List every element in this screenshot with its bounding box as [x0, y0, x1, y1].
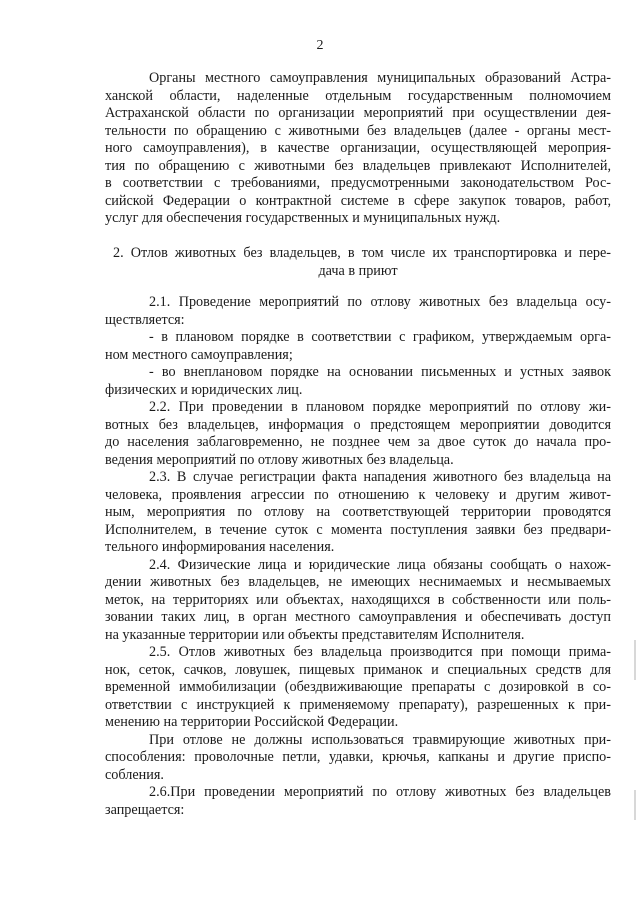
text-line: ведения мероприятий по отлову животных без владельца. [105, 451, 454, 468]
section-heading [105, 244, 611, 280]
text-line: в соответствии с требованиями, предусмотренными законодательством Рос- [105, 175, 611, 191]
text-line: до населения заблаговременно, не позднее чем за двое суток до начала про- [105, 434, 611, 450]
text-line: Органы местного самоуправления муниципальных образований Астра- [149, 70, 611, 86]
clause-2-4: 2.4. Физические лица и юридические лица обязаны сообщать о нахож- [149, 556, 611, 573]
clause-2-3: 2.3. В случае регистрации факта нападения животного без владельца на [149, 469, 611, 485]
text-line: тельности по обращению с животными без владельцев (далее - органы мест- [105, 122, 611, 139]
text-line: человека, проявления агрессии по отношению к человеку и другим живот- [105, 486, 611, 503]
text-line: ного самоуправления), в качестве организации, осуществляющей мероприя- [105, 140, 611, 156]
text-line: тия по обращению с животными без владельцев привлекают Исполнителей, [105, 157, 611, 174]
heading-line: дача в приют [318, 263, 398, 279]
text-line: способления: проволочные петли, удавки, крючья, капканы и другие приспо- [105, 749, 611, 765]
list-item: - во внеплановом порядке на основании письменных и устных заявок [149, 364, 611, 380]
clause-2-1: 2.1. Проведение мероприятий по отлову животных без владельца осу- [149, 294, 611, 310]
text-line: ществляется: [105, 311, 185, 328]
clause-2-5: 2.5. Отлов животных без владельца производится при помощи прима- [149, 644, 611, 660]
text-line: ным, мероприятия по отлову на соответствующей территории проводятся [105, 504, 611, 520]
text-line: сийской Федерации о контрактной системе в сфере закупок товаров, работ, [105, 192, 611, 209]
text-line: меток, на территориях или объектах, находящихся в собственности или поль- [105, 591, 611, 608]
text-line: ответствии с инструкцией к применяемому препарату), разрешенных к при- [105, 696, 611, 713]
page-number: 2 [316, 38, 324, 53]
list-item: - в плановом порядке в соответствии с графиком, утверждаемым орга- [149, 329, 611, 345]
text-line: зовании таких лиц, в орган местного самоуправления и обеспечивать доступ [105, 609, 611, 625]
text-line: услуг для обеспечения государственных и муниципальных нужд. [105, 210, 501, 226]
heading-line: 2. Отлов животных без владельцев, в том числе их транспортировка и пере- [113, 245, 611, 261]
clause-2-6: 2.6.При проведении мероприятий по отлову животных без владельцев [149, 784, 611, 800]
section-body [105, 294, 611, 819]
text-line: запрещается: [105, 801, 185, 818]
text-line: менению на территории Российской Федерации. [105, 714, 399, 730]
text-line: Астраханской области по организации мероприятий при осуществлении дея- [105, 105, 611, 121]
text-line: ном местного самоуправления; [105, 346, 293, 363]
text-line: ханской области, наделенные отдельным государственным полномочием [105, 87, 611, 104]
clause-2-2: 2.2. При проведении в плановом порядке мероприятий по отлову жи- [149, 399, 611, 415]
text-line: физических и юридических лиц. [105, 381, 303, 398]
scan-artifact [634, 640, 636, 680]
text-line: вотных без владельцев, информация о предстоящем мероприятии доводится [105, 416, 611, 433]
intro-paragraph [105, 70, 611, 228]
text-line: на указанные территории или объекты представителям Исполнителя. [105, 626, 525, 643]
text-line: дении животных без владельцев, не имеющих неснимаемых и несмываемых [105, 574, 611, 590]
text-line: собления. [105, 766, 164, 783]
scan-artifact [634, 790, 636, 820]
text-line: нок, сеток, сачков, ловушек, пищевых приманок и специальных средств для [105, 661, 611, 678]
text-line: При отлове не должны использоваться травмирующие животных при- [149, 731, 611, 748]
text-line: тельного информирования населения. [105, 539, 335, 555]
text-line: Исполнителем, в течение суток с момента поступления заявки без предвари- [105, 521, 611, 538]
text-line: временной иммобилизации (обездвиживающие препараты с дозировкой в со- [105, 679, 611, 695]
